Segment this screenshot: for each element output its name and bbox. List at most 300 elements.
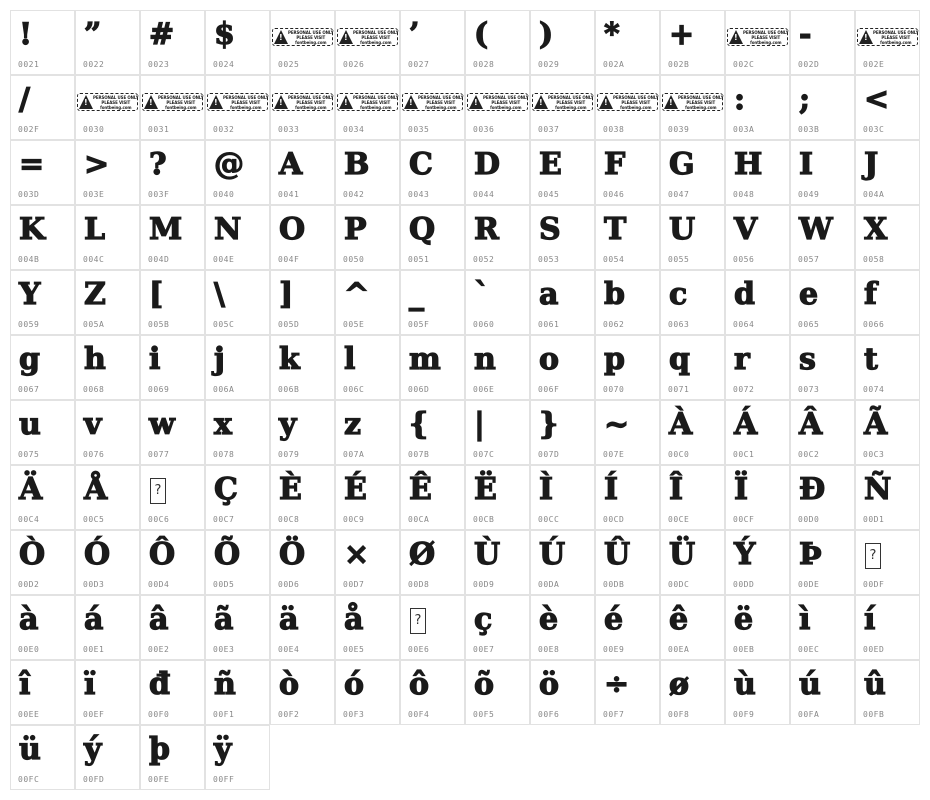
glyph-cell[interactable]: [400, 10, 465, 75]
badge-line: PLEASE VISIT: [491, 99, 521, 105]
glyph-cell[interactable]: [465, 530, 530, 595]
glyph-cell[interactable]: [725, 660, 790, 725]
glyph-cell[interactable]: [790, 465, 855, 530]
glyph-cell[interactable]: [140, 205, 205, 270]
glyph-char: n: [474, 342, 496, 377]
glyph-cell[interactable]: [725, 205, 790, 270]
glyph-char: Ô: [149, 537, 176, 572]
glyph-cell[interactable]: [270, 10, 335, 75]
glyph-char: ö: [539, 667, 560, 702]
glyph-cell[interactable]: [205, 725, 270, 790]
glyph-char: Å: [84, 472, 108, 507]
glyph-char: #: [149, 17, 175, 52]
glyph-cell[interactable]: [10, 530, 75, 595]
glyph-cell[interactable]: [595, 205, 660, 270]
warning-icon: [534, 95, 548, 109]
glyph-cell[interactable]: [595, 400, 660, 465]
glyph-cell[interactable]: [465, 75, 530, 140]
glyph-cell[interactable]: [790, 205, 855, 270]
glyph-cell[interactable]: [465, 660, 530, 725]
glyph-char: o: [539, 342, 560, 377]
glyph-cell[interactable]: [335, 465, 400, 530]
glyph-cell[interactable]: [400, 660, 465, 725]
glyph-cell[interactable]: [140, 400, 205, 465]
glyph-cell[interactable]: [725, 595, 790, 660]
badge-text: [158, 95, 204, 110]
glyph-char: /: [19, 82, 30, 117]
glyph-char: ^: [344, 277, 370, 312]
glyph-char: å: [344, 602, 364, 637]
glyph-cell[interactable]: [660, 465, 725, 530]
personal-use-badge: [532, 93, 593, 111]
glyph-cell[interactable]: [140, 725, 205, 790]
glyph-char: þ: [149, 732, 170, 767]
glyph-char: đ: [149, 667, 170, 702]
glyph-cell[interactable]: [335, 595, 400, 660]
glyph-char: U: [669, 212, 696, 247]
glyph-code: 005C: [213, 320, 235, 329]
personal-use-badge: [727, 28, 788, 46]
glyph-char: õ: [474, 667, 495, 702]
badge-line: PLEASE VISIT: [881, 34, 911, 40]
glyph-code: 00CE: [668, 515, 690, 524]
glyph-char: q: [669, 342, 690, 377]
glyph-cell[interactable]: [660, 335, 725, 400]
glyph-code: 007A: [343, 450, 365, 459]
glyph-cell[interactable]: [725, 465, 790, 530]
glyph-code: 00C1: [733, 450, 755, 459]
glyph-char: =: [19, 147, 45, 182]
glyph-cell[interactable]: [790, 660, 855, 725]
glyph-cell[interactable]: [660, 660, 725, 725]
glyph-cell[interactable]: [465, 270, 530, 335]
glyph-cell[interactable]: [660, 530, 725, 595]
glyph-cell[interactable]: [530, 75, 595, 140]
badge-line: PLEASE VISIT: [231, 99, 261, 105]
glyph-code: 00C0: [668, 450, 690, 459]
glyph-cell[interactable]: [855, 530, 920, 595]
glyph-cell[interactable]: [270, 75, 335, 140]
glyph-char: è: [539, 602, 559, 637]
glyph-code: 0074: [863, 385, 885, 394]
glyph-char: *: [604, 17, 620, 52]
glyph-cell[interactable]: [205, 10, 270, 75]
glyph-char: E: [539, 147, 562, 182]
glyph-code: 004C: [83, 255, 105, 264]
glyph-code: 0065: [798, 320, 820, 329]
glyph-char: í: [864, 602, 876, 637]
glyph-char: Ñ: [864, 472, 892, 507]
glyph-cell[interactable]: [855, 140, 920, 205]
glyph-char: }: [539, 407, 559, 442]
glyph-code: 002C: [733, 60, 755, 69]
badge-line: fontbeing.com: [295, 39, 327, 45]
glyph-cell[interactable]: [10, 205, 75, 270]
glyph-char: {: [409, 407, 429, 442]
glyph-cell[interactable]: [270, 400, 335, 465]
glyph-char: ~: [604, 407, 630, 442]
glyph-cell[interactable]: [595, 465, 660, 530]
glyph-cell[interactable]: [400, 140, 465, 205]
glyph-cell[interactable]: [140, 335, 205, 400]
glyph-char: ó: [344, 667, 365, 702]
glyph-code: 0045: [538, 190, 560, 199]
glyph-cell[interactable]: [790, 595, 855, 660]
glyph-code: 00D6: [278, 580, 300, 589]
glyph-cell[interactable]: [75, 400, 140, 465]
badge-line: fontbeing.com: [750, 39, 782, 45]
personal-use-badge: [77, 93, 138, 111]
personal-use-badge: [857, 28, 918, 46]
glyph-cell[interactable]: [465, 595, 530, 660]
glyph-cell[interactable]: [530, 530, 595, 595]
glyph-cell[interactable]: [75, 140, 140, 205]
badge-line: PLEASE VISIT: [101, 99, 131, 105]
glyph-cell[interactable]: [725, 530, 790, 595]
glyph-char: ): [539, 17, 554, 52]
glyph-code: 00DE: [798, 580, 820, 589]
badge-line: fontbeing.com: [880, 39, 912, 45]
personal-use-badge: [142, 93, 203, 111]
glyph-cell[interactable]: [400, 530, 465, 595]
glyph-cell[interactable]: [10, 335, 75, 400]
glyph-cell[interactable]: [400, 400, 465, 465]
glyph-code: 00D4: [148, 580, 170, 589]
badge-line: fontbeing.com: [360, 104, 392, 110]
missing-glyph-icon: ?: [150, 478, 166, 504]
glyph-cell[interactable]: [530, 465, 595, 530]
glyph-cell[interactable]: [725, 75, 790, 140]
badge-line: PLEASE VISIT: [361, 34, 391, 40]
glyph-cell[interactable]: [140, 270, 205, 335]
glyph-code: 00DD: [733, 580, 755, 589]
glyph-char: u: [19, 407, 41, 442]
glyph-code: 0028: [473, 60, 495, 69]
glyph-char: Ã: [864, 407, 888, 442]
glyph-cell[interactable]: [790, 10, 855, 75]
glyph-char: Ø: [409, 537, 436, 572]
badge-line: fontbeing.com: [230, 104, 262, 110]
glyph-cell[interactable]: [660, 270, 725, 335]
glyph-cell[interactable]: [140, 140, 205, 205]
glyph-cell[interactable]: [335, 140, 400, 205]
glyph-cell[interactable]: [75, 530, 140, 595]
glyph-cell[interactable]: [140, 595, 205, 660]
glyph-cell[interactable]: [790, 75, 855, 140]
glyph-cell[interactable]: [335, 10, 400, 75]
glyph-char: Î: [669, 472, 684, 507]
glyph-char: L: [84, 212, 106, 247]
glyph-cell[interactable]: [660, 10, 725, 75]
glyph-char: P: [344, 212, 367, 247]
glyph-char: O: [279, 212, 306, 247]
glyph-char: Ä: [19, 472, 43, 507]
glyph-char: ò: [279, 667, 300, 702]
glyph-code: 0050: [343, 255, 365, 264]
glyph-cell[interactable]: [10, 660, 75, 725]
glyph-cell[interactable]: [270, 270, 335, 335]
badge-line: fontbeing.com: [685, 104, 717, 110]
glyph-cell[interactable]: [660, 205, 725, 270]
glyph-code: 00C5: [83, 515, 105, 524]
glyph-cell[interactable]: [530, 660, 595, 725]
badge-line: PLEASE VISIT: [296, 34, 326, 40]
glyph-cell[interactable]: [10, 75, 75, 140]
glyph-code: 0025: [278, 60, 300, 69]
glyph-cell[interactable]: [595, 10, 660, 75]
glyph-cell[interactable]: [790, 400, 855, 465]
glyph-cell[interactable]: [790, 270, 855, 335]
glyph-char: é: [604, 602, 624, 637]
glyph-cell[interactable]: [855, 400, 920, 465]
glyph-cell[interactable]: [400, 335, 465, 400]
badge-line: PLEASE VISIT: [426, 99, 456, 105]
glyph-code: 00F3: [343, 710, 365, 719]
glyph-cell[interactable]: [725, 400, 790, 465]
glyph-cell[interactable]: [205, 205, 270, 270]
glyph-cell[interactable]: [335, 400, 400, 465]
badge-line: PLEASE VISIT: [686, 99, 716, 105]
glyph-code: 0061: [538, 320, 560, 329]
glyph-cell[interactable]: [140, 530, 205, 595]
glyph-cell[interactable]: [725, 270, 790, 335]
glyph-cell[interactable]: [530, 400, 595, 465]
glyph-cell[interactable]: [205, 400, 270, 465]
glyph-cell[interactable]: [75, 75, 140, 140]
glyph-cell[interactable]: [75, 335, 140, 400]
glyph-char: x: [214, 407, 232, 442]
glyph-cell[interactable]: [270, 530, 335, 595]
glyph-cell[interactable]: [790, 335, 855, 400]
glyph-cell[interactable]: [595, 140, 660, 205]
glyph-code: 002F: [18, 125, 40, 134]
glyph-char: Ü: [669, 537, 696, 572]
glyph-cell[interactable]: [205, 270, 270, 335]
glyph-code: 00EC: [798, 645, 820, 654]
glyph-code: 00CC: [538, 515, 560, 524]
glyph-cell[interactable]: [335, 270, 400, 335]
glyph-char: |: [474, 407, 485, 442]
glyph-code: 00E0: [18, 645, 40, 654]
glyph-cell[interactable]: [855, 75, 920, 140]
warning-icon: [729, 30, 743, 44]
glyph-cell[interactable]: [465, 10, 530, 75]
glyph-cell[interactable]: [595, 595, 660, 660]
badge-line: PERSONAL USE ONLY: [223, 94, 269, 100]
glyph-cell[interactable]: [725, 140, 790, 205]
glyph-cell[interactable]: [465, 140, 530, 205]
glyph-cell[interactable]: [335, 660, 400, 725]
glyph-cell[interactable]: [335, 205, 400, 270]
glyph-char: >: [84, 147, 110, 182]
glyph-cell[interactable]: [855, 660, 920, 725]
glyph-char: ÷: [604, 667, 630, 702]
glyph-char: [: [149, 277, 164, 312]
glyph-cell[interactable]: [530, 595, 595, 660]
glyph-char: ý: [84, 732, 102, 767]
glyph-code: 0058: [863, 255, 885, 264]
glyph-cell[interactable]: [855, 465, 920, 530]
glyph-char: !: [19, 17, 33, 52]
glyph-cell[interactable]: [270, 140, 335, 205]
glyph-cell[interactable]: [660, 140, 725, 205]
glyph-code: 00C2: [798, 450, 820, 459]
glyph-code: 0044: [473, 190, 495, 199]
glyph-cell[interactable]: [530, 10, 595, 75]
glyph-cell[interactable]: [75, 660, 140, 725]
glyph-char: Ó: [84, 537, 111, 572]
glyph-cell[interactable]: [465, 465, 530, 530]
glyph-char: Q: [409, 212, 436, 247]
glyph-cell[interactable]: [530, 205, 595, 270]
glyph-code: 005D: [278, 320, 300, 329]
glyph-cell[interactable]: [75, 465, 140, 530]
glyph-char: M: [149, 212, 183, 247]
glyph-code: 007B: [408, 450, 430, 459]
glyph-cell[interactable]: [335, 530, 400, 595]
glyph-cell[interactable]: [75, 725, 140, 790]
glyph-code: 0046: [603, 190, 625, 199]
warning-icon: [209, 95, 223, 109]
glyph-cell[interactable]: [205, 335, 270, 400]
glyph-cell[interactable]: [140, 660, 205, 725]
glyph-cell[interactable]: [205, 595, 270, 660]
glyph-cell[interactable]: [205, 465, 270, 530]
glyph-code: 00F4: [408, 710, 430, 719]
glyph-char: f: [864, 277, 877, 312]
badge-text: [288, 95, 334, 110]
glyph-code: 006C: [343, 385, 365, 394]
glyph-cell[interactable]: [270, 660, 335, 725]
glyph-char: H: [734, 147, 763, 182]
glyph-char: Y: [19, 277, 41, 312]
glyph-cell[interactable]: [75, 270, 140, 335]
glyph-code: 00E5: [343, 645, 365, 654]
glyph-code: 00F8: [668, 710, 690, 719]
badge-line: PLEASE VISIT: [751, 34, 781, 40]
glyph-code: 00FF: [213, 775, 235, 784]
glyph-cell[interactable]: [660, 595, 725, 660]
badge-text: [288, 30, 334, 45]
glyph-code: 0077: [148, 450, 170, 459]
glyph-code: 00F1: [213, 710, 235, 719]
glyph-char: i: [149, 342, 161, 377]
glyph-cell[interactable]: [205, 140, 270, 205]
glyph-code: 0038: [603, 125, 625, 134]
glyph-code: 0079: [278, 450, 300, 459]
glyph-cell[interactable]: [400, 595, 465, 660]
glyph-cell[interactable]: [270, 465, 335, 530]
glyph-cell[interactable]: [465, 400, 530, 465]
warning-icon: [274, 95, 288, 109]
glyph-code: 007D: [538, 450, 560, 459]
glyph-cell[interactable]: [335, 335, 400, 400]
glyph-code: 003B: [798, 125, 820, 134]
glyph-code: 00DA: [538, 580, 560, 589]
glyph-cell[interactable]: [140, 10, 205, 75]
glyph-code: 0056: [733, 255, 755, 264]
glyph-code: 003F: [148, 190, 170, 199]
glyph-cell[interactable]: [270, 205, 335, 270]
glyph-cell[interactable]: [10, 725, 75, 790]
glyph-cell[interactable]: [10, 595, 75, 660]
glyph-cell[interactable]: [140, 75, 205, 140]
glyph-cell[interactable]: [855, 335, 920, 400]
glyph-cell[interactable]: [790, 530, 855, 595]
glyph-code: 006B: [278, 385, 300, 394]
glyph-code: 002B: [668, 60, 690, 69]
glyph-cell[interactable]: [75, 10, 140, 75]
glyph-char: :: [734, 82, 746, 117]
glyph-char: y: [279, 407, 297, 442]
glyph-cell[interactable]: [595, 660, 660, 725]
glyph-code: 00CA: [408, 515, 430, 524]
glyph-char: J: [864, 147, 879, 182]
glyph-cell[interactable]: [140, 465, 205, 530]
badge-line: PERSONAL USE ONLY: [353, 94, 399, 100]
glyph-char: Ö: [279, 537, 306, 572]
glyph-cell[interactable]: [10, 400, 75, 465]
glyph-cell[interactable]: [855, 595, 920, 660]
glyph-cell[interactable]: [75, 205, 140, 270]
glyph-cell[interactable]: [400, 270, 465, 335]
glyph-cell[interactable]: [725, 10, 790, 75]
glyph-cell[interactable]: [205, 530, 270, 595]
glyph-cell[interactable]: [10, 465, 75, 530]
glyph-cell[interactable]: [10, 270, 75, 335]
glyph-cell[interactable]: [270, 595, 335, 660]
glyph-cell[interactable]: [400, 75, 465, 140]
glyph-cell[interactable]: [10, 140, 75, 205]
warning-icon: [79, 95, 93, 109]
glyph-cell[interactable]: [530, 335, 595, 400]
glyph-cell[interactable]: [530, 270, 595, 335]
glyph-char: ×: [344, 537, 370, 572]
glyph-cell[interactable]: [595, 75, 660, 140]
glyph-cell[interactable]: [335, 75, 400, 140]
glyph-code: 002A: [603, 60, 625, 69]
badge-line: PLEASE VISIT: [556, 99, 586, 105]
glyph-char: É: [344, 472, 367, 507]
glyph-cell[interactable]: [205, 660, 270, 725]
glyph-cell[interactable]: [855, 270, 920, 335]
glyph-cell[interactable]: [270, 335, 335, 400]
glyph-cell[interactable]: [10, 10, 75, 75]
glyph-cell[interactable]: [725, 335, 790, 400]
glyph-cell[interactable]: [855, 205, 920, 270]
glyph-cell[interactable]: [855, 10, 920, 75]
glyph-cell[interactable]: [400, 465, 465, 530]
glyph-cell[interactable]: [660, 400, 725, 465]
glyph-cell[interactable]: [75, 595, 140, 660]
glyph-cell[interactable]: [660, 75, 725, 140]
glyph-code: 00E6: [408, 645, 430, 654]
glyph-cell[interactable]: [595, 335, 660, 400]
glyph-code: 0051: [408, 255, 430, 264]
glyph-cell[interactable]: [595, 270, 660, 335]
glyph-cell[interactable]: [465, 335, 530, 400]
glyph-code: 00D8: [408, 580, 430, 589]
glyph-char: ”: [84, 17, 102, 52]
glyph-code: 0042: [343, 190, 365, 199]
glyph-code: 004D: [148, 255, 170, 264]
glyph-cell[interactable]: [790, 140, 855, 205]
glyph-cell[interactable]: [530, 140, 595, 205]
glyph-cell[interactable]: [465, 205, 530, 270]
glyph-cell[interactable]: [400, 205, 465, 270]
glyph-cell[interactable]: [205, 75, 270, 140]
glyph-cell[interactable]: [595, 530, 660, 595]
